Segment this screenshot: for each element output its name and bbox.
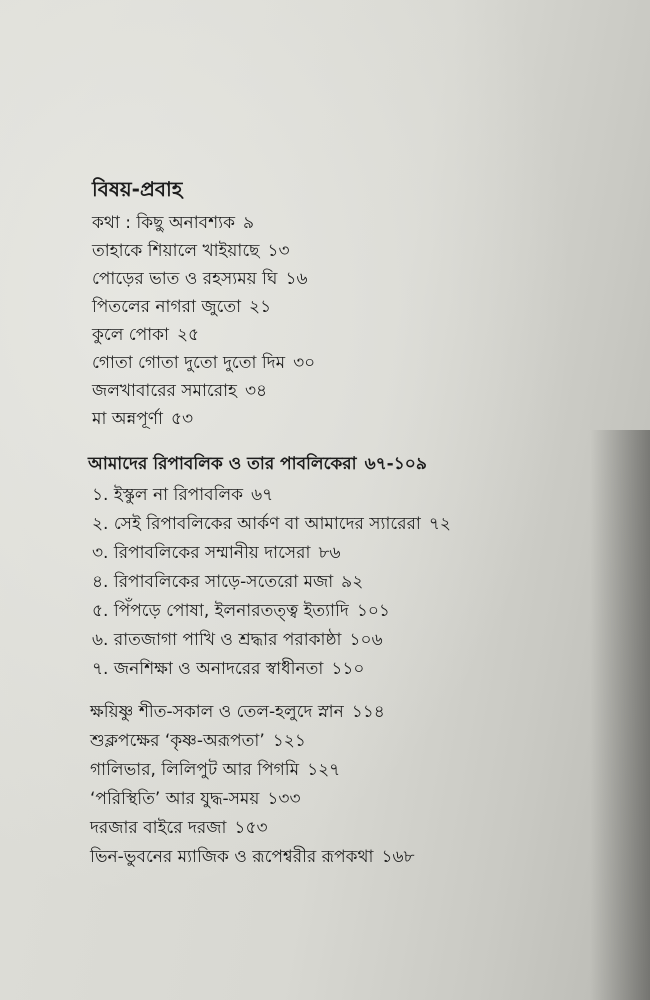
toc-entry-title: ১. ইস্কুল না রিপাবলিক [92, 485, 244, 505]
toc-entry-page: ১৩৩ [267, 789, 301, 809]
toc-entry-title: দরজার বাইরে দরজা [90, 818, 227, 838]
toc-entry [92, 570, 363, 594]
toc-entry-page: ৯২ [341, 572, 364, 592]
toc-entry-title: ক্ষয়িষ্ণু শীত-সকাল ও তেল-হলুদে স্নান [90, 702, 344, 722]
toc-entry [92, 211, 254, 235]
toc-entry [92, 295, 271, 319]
toc-entry-page: ১১৪ [351, 702, 385, 722]
toc-entry-title: গোতা গোতা দুতো দুতো দিম [92, 353, 286, 373]
toc-entry-title: পোড়ের ভাত ও রহস্যময় ঘি [92, 269, 278, 289]
toc-entry-title: ভিন-ভুবনের ম্যাজিক ও রূপেশ্বরীর রূপকথা [90, 847, 374, 867]
toc-entry-page: ১৬ [285, 269, 308, 289]
toc-entry [90, 729, 306, 753]
toc-entry [92, 483, 273, 507]
toc-entry-title: মা অন্নপূর্ণা [92, 409, 163, 429]
section-title: আমাদের রিপাবলিক ও তার পাবলিকেরা [88, 454, 357, 474]
toc-entry-title: শুক্লপক্ষের ‘কৃষ্ণ-অরূপতা’ [90, 731, 265, 751]
toc-entry-page: ২৫ [177, 325, 200, 345]
toc-entry [92, 239, 290, 263]
toc-entry-page: ১২৭ [307, 760, 341, 780]
toc-entry-page: ১৬৮ [381, 847, 415, 867]
toc-entry-title: ৩. রিপাবলিকের সম্মানীয় দাসেরা [92, 543, 311, 563]
toc-entry-title: তাহাকে শিয়ালে খাইয়াছে [92, 241, 260, 261]
toc-entry [92, 657, 364, 681]
toc-entry-title: ৭. জনশিক্ষা ও অনাদরের স্বাধীনতা [92, 659, 324, 679]
toc-entry-page: ২১ [249, 297, 272, 317]
toc-entry [90, 700, 385, 724]
toc-entry-page: ৭২ [428, 514, 451, 534]
toc-entry-page: ১২১ [272, 731, 306, 751]
toc-entry-page: ৩৪ [244, 381, 268, 401]
toc-entry-page: ১৩ [267, 241, 290, 261]
toc-entry [92, 628, 383, 652]
toc-entry-page: ১৫৩ [234, 818, 268, 838]
toc-entry [92, 512, 451, 536]
toc-entry-title: ৬. রাতজাগা পাখি ও শ্রদ্ধার পরাকাষ্ঠা [92, 630, 342, 650]
toc-entry-title: গালিভার, লিলিপুট আর পিগমি [90, 760, 300, 780]
toc-entry-page: ৬৭ [251, 485, 274, 505]
toc-entry [92, 541, 341, 565]
toc-entry [92, 379, 267, 403]
toc-entry [90, 758, 340, 782]
toc-entry [90, 816, 268, 840]
section-heading [88, 452, 427, 476]
toc-entry-page: ১০৬ [349, 630, 383, 650]
toc-heading: বিষয়-প্রবাহ [92, 177, 183, 201]
toc-entry-page: ৮৬ [318, 543, 341, 563]
toc-entry-title: পিতলের নাগরা জুতো [92, 297, 242, 317]
toc-entry-title: ৫. পিঁপড়ে পোষা, ইলনারতত্ত্ব ইত্যাদি [92, 601, 349, 621]
toc-entry-title: কথা : কিছু অনাবশ্যক [92, 213, 235, 233]
toc-entry [92, 267, 308, 291]
section-page-range: ৬৭-১০৯ [364, 454, 427, 474]
toc-entry-title: ‘পরিস্থিতি’ আর যুদ্ধ-সময় [90, 789, 260, 809]
toc-entry-page: ৯ [242, 213, 255, 233]
toc-entry [90, 845, 415, 869]
toc-entry [92, 323, 199, 347]
toc-entry-page: ৫৩ [170, 409, 194, 429]
toc-entry-title: ৪. রিপাবলিকের সাড়ে-সতেরো মজা [92, 572, 334, 592]
toc-entry-title: ২. সেই রিপাবলিকের আর্কণ বা আমাদের স্যারেরা [92, 514, 421, 534]
toc-entry [92, 599, 390, 623]
toc-entry [92, 407, 193, 431]
toc-entry-title: কুলে পোকা [92, 325, 169, 345]
toc-entry-title: জলখাবারের সমারোহ [92, 381, 237, 401]
toc-entry [90, 787, 301, 811]
toc-entry-page: ১০১ [356, 601, 390, 621]
toc-entry [92, 351, 315, 375]
toc-entry-page: ১১০ [331, 659, 365, 679]
toc-entry-page: ৩০ [293, 353, 316, 373]
